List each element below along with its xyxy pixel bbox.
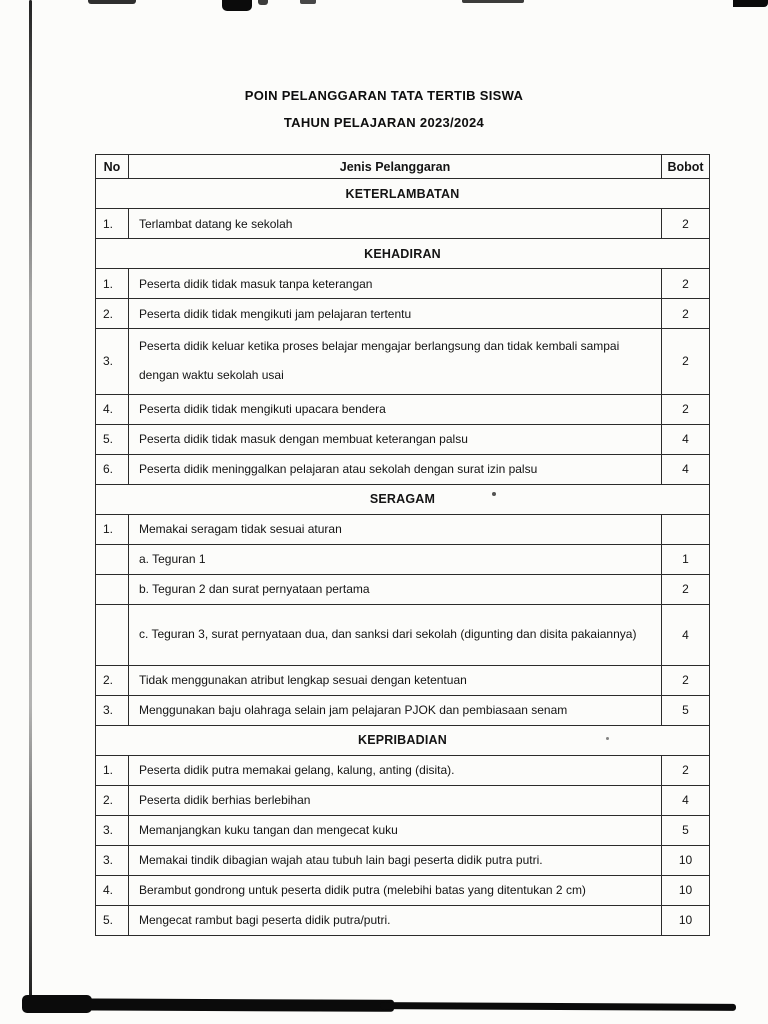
row-number-cell: 4. bbox=[96, 875, 129, 905]
table-row bbox=[96, 604, 710, 665]
violation-text-cell: Peserta didik meninggalkan pelajaran atau sekolah dengan surat izin palsu bbox=[129, 454, 662, 484]
violation-text-cell: Menggunakan baju olahraga selain jam pelajaran PJOK dan pembiasaan senam bbox=[129, 695, 662, 725]
row-number-cell: 2. bbox=[96, 299, 129, 329]
section-row bbox=[96, 725, 710, 755]
row-number-cell: 6. bbox=[96, 454, 129, 484]
points-cell: 2 bbox=[662, 299, 710, 329]
points-cell: 2 bbox=[662, 574, 710, 604]
violation-text-cell: Tidak menggunakan atribut lengkap sesuai dengan ketentuan bbox=[129, 665, 662, 695]
row-number-cell: 2. bbox=[96, 785, 129, 815]
column-header-bobot: Bobot bbox=[662, 155, 710, 179]
points-cell: 4 bbox=[662, 785, 710, 815]
points-cell: 1 bbox=[662, 544, 710, 574]
violation-text-cell: Peserta didik keluar ketika proses belajar mengajar berlangsung dan tidak kembali sampai dengan waktu sekolah usai bbox=[129, 329, 662, 395]
row-number-cell: 1. bbox=[96, 269, 129, 299]
table-body bbox=[96, 179, 710, 936]
violations-table bbox=[95, 154, 710, 936]
document-title-line2: TAHUN PELAJARAN 2023/2024 bbox=[283, 115, 485, 130]
points-cell: 2 bbox=[662, 665, 710, 695]
table-row bbox=[96, 514, 710, 544]
scan-artifact bbox=[22, 995, 92, 1013]
points-cell: 10 bbox=[662, 875, 710, 905]
section-header: KEHADIRAN bbox=[96, 239, 710, 269]
table-row bbox=[96, 785, 710, 815]
violation-text-cell: Peserta didik tidak masuk tanpa keterangan bbox=[129, 269, 662, 299]
table-row bbox=[96, 755, 710, 785]
row-number-cell: 1. bbox=[96, 209, 129, 239]
table-row bbox=[96, 665, 710, 695]
table-row bbox=[96, 544, 710, 574]
points-cell: 2 bbox=[662, 269, 710, 299]
violation-text-cell: a. Teguran 1 bbox=[129, 544, 662, 574]
violation-text-cell: Peserta didik tidak mengikuti jam pelajaran tertentu bbox=[129, 299, 662, 329]
row-number-cell: 1. bbox=[96, 514, 129, 544]
table-row bbox=[96, 394, 710, 424]
row-number-cell: 3. bbox=[96, 695, 129, 725]
violation-text-cell: c. Teguran 3, surat pernyataan dua, dan sanksi dari sekolah (digunting dan disita pakaiannya) bbox=[129, 604, 662, 665]
points-cell: 2 bbox=[662, 209, 710, 239]
points-cell: 4 bbox=[662, 604, 710, 665]
table-row bbox=[96, 269, 710, 299]
points-cell: 2 bbox=[662, 329, 710, 395]
violation-text-cell: Memakai tindik dibagian wajah atau tubuh lain bagi peserta didik putra putri. bbox=[129, 845, 662, 875]
table-row bbox=[96, 695, 710, 725]
row-number-cell: 3. bbox=[96, 845, 129, 875]
points-cell: 10 bbox=[662, 905, 710, 935]
table-row bbox=[96, 454, 710, 484]
points-cell: 4 bbox=[662, 454, 710, 484]
points-cell bbox=[662, 514, 710, 544]
row-number-cell: 1. bbox=[96, 755, 129, 785]
table-row bbox=[96, 875, 710, 905]
row-number-cell: 3. bbox=[96, 815, 129, 845]
table-row bbox=[96, 845, 710, 875]
table-row bbox=[96, 815, 710, 845]
violation-text-cell: Berambut gondrong untuk peserta didik putra (melebihi batas yang ditentukan 2 cm) bbox=[129, 875, 662, 905]
table-row bbox=[96, 424, 710, 454]
scan-artifact bbox=[380, 1002, 736, 1011]
table-row bbox=[96, 574, 710, 604]
document-title-line1: POIN PELANGGARAN TATA TERTIB SISWA bbox=[244, 88, 524, 103]
row-number-cell bbox=[96, 604, 129, 665]
section-row bbox=[96, 179, 710, 209]
table-row bbox=[96, 209, 710, 239]
section-header: SERAGAM bbox=[96, 484, 710, 514]
table-row bbox=[96, 329, 710, 395]
violation-text-cell: Peserta didik putra memakai gelang, kalung, anting (disita). bbox=[129, 755, 662, 785]
row-number-cell: 4. bbox=[96, 394, 129, 424]
section-header: KEPRIBADIAN bbox=[96, 725, 710, 755]
violation-text-cell: Peserta didik berhias berlebihan bbox=[129, 785, 662, 815]
section-row bbox=[96, 239, 710, 269]
section-row bbox=[96, 484, 710, 514]
section-header: KETERLAMBATAN bbox=[96, 179, 710, 209]
points-cell: 4 bbox=[662, 424, 710, 454]
violation-text-cell: Memakai seragam tidak sesuai aturan bbox=[129, 514, 662, 544]
row-number-cell bbox=[96, 544, 129, 574]
violation-text-cell: Terlambat datang ke sekolah bbox=[129, 209, 662, 239]
column-header-no: No bbox=[96, 155, 129, 179]
table-header-row bbox=[96, 155, 710, 179]
table-row bbox=[96, 905, 710, 935]
points-cell: 5 bbox=[662, 815, 710, 845]
violation-text-cell: Memanjangkan kuku tangan dan mengecat kuku bbox=[129, 815, 662, 845]
row-number-cell: 5. bbox=[96, 905, 129, 935]
violation-text-cell: b. Teguran 2 dan surat pernyataan pertama bbox=[129, 574, 662, 604]
row-number-cell bbox=[96, 574, 129, 604]
row-number-cell: 3. bbox=[96, 329, 129, 395]
points-cell: 2 bbox=[662, 394, 710, 424]
violation-text-cell: Peserta didik tidak mengikuti upacara bendera bbox=[129, 394, 662, 424]
table-row bbox=[96, 299, 710, 329]
points-cell: 5 bbox=[662, 695, 710, 725]
row-number-cell: 5. bbox=[96, 424, 129, 454]
points-cell: 2 bbox=[662, 755, 710, 785]
violation-text-cell: Mengecat rambut bagi peserta didik putra/putri. bbox=[129, 905, 662, 935]
column-header-jenis: Jenis Pelanggaran bbox=[129, 155, 662, 179]
row-number-cell: 2. bbox=[96, 665, 129, 695]
points-cell: 10 bbox=[662, 845, 710, 875]
violation-text-cell: Peserta didik tidak masuk dengan membuat keterangan palsu bbox=[129, 424, 662, 454]
